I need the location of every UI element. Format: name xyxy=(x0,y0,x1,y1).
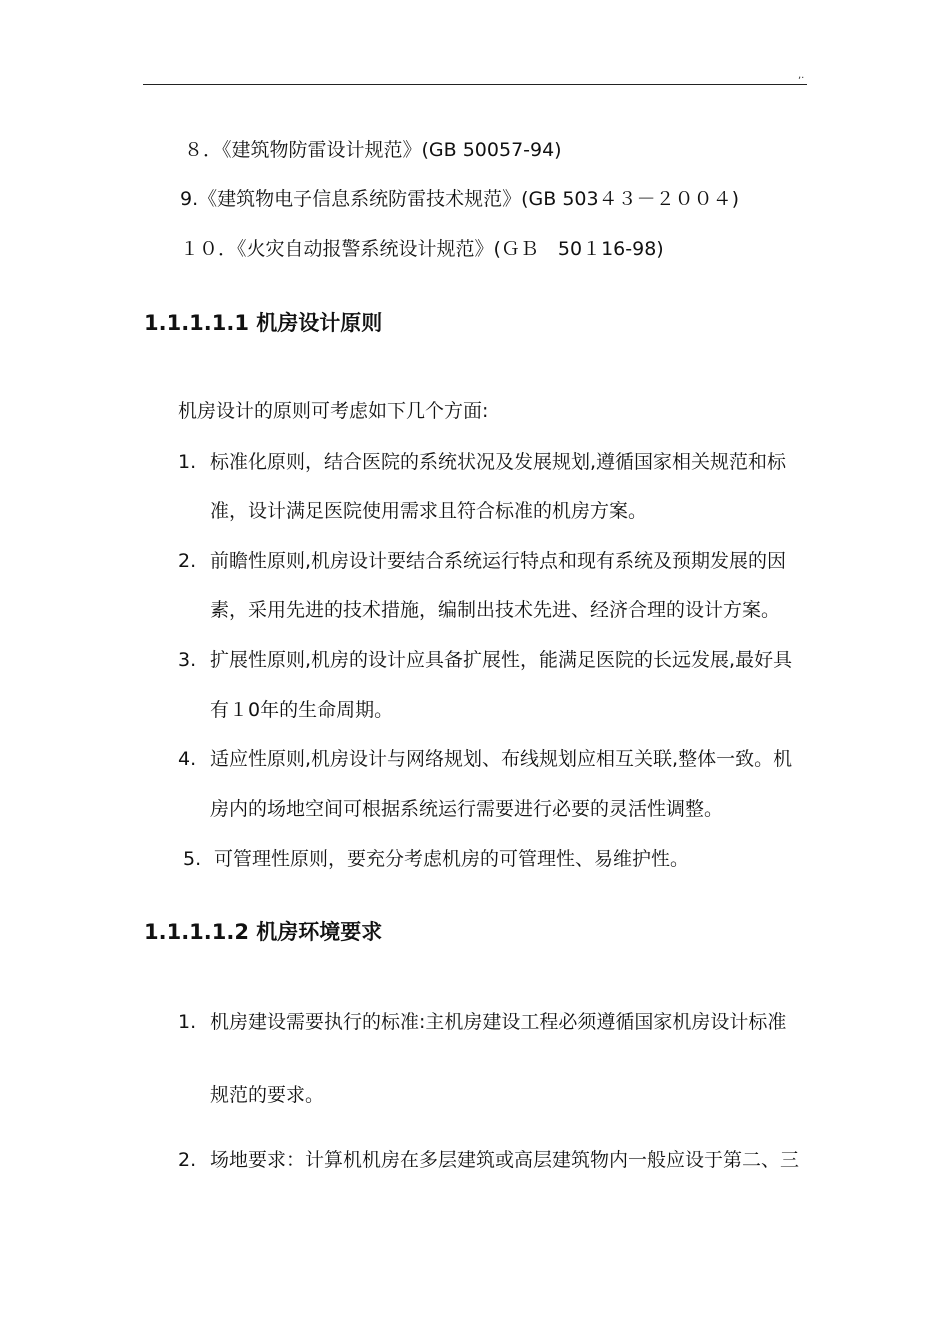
section-intro: 机房设计的原则可考虑如下几个方面: xyxy=(178,400,489,422)
list-item-text: 扩展性原则,机房的设计应具备扩展性，能满足医院的长远发展,最好具 xyxy=(210,649,793,671)
list-item-text: 机房建设需要执行的标准:主机房建设工程必须遵循国家机房设计标准 xyxy=(210,1011,787,1033)
list-item-text-continued: 有１0年的生命周期。 xyxy=(210,699,394,721)
section-heading-environment-requirements: 1.1.1.1.2 机房环境要求 xyxy=(144,920,383,944)
header-mark: ,. xyxy=(798,70,805,81)
list-item-text-continued: 素，采用先进的技术措施，编制出技术先进、经济合理的设计方案。 xyxy=(210,599,781,621)
reference-9: 9.《建筑物电子信息系统防雷技术规范》(GB 503４３－２００４) xyxy=(180,188,740,210)
section-heading-design-principles: 1.1.1.1.1 机房设计原则 xyxy=(144,311,383,335)
list-item-number: 2. xyxy=(178,1149,197,1171)
reference-8: ８．《建筑物防雷设计规范》(GB 50057-94) xyxy=(184,139,562,161)
list-item-number: 2. xyxy=(178,550,197,572)
list-item-text: 标准化原则，结合医院的系统状况及发展规划,遵循国家相关规范和标 xyxy=(210,451,787,473)
list-item-text: 场地要求：计算机机房在多层建筑或高层建筑物内一般应设于第二、三 xyxy=(210,1149,800,1171)
list-item-number: 1. xyxy=(178,451,197,473)
list-item-text-continued: 规范的要求。 xyxy=(210,1084,325,1106)
list-item-text: 前瞻性原则,机房设计要结合系统运行特点和现有系统及预期发展的因 xyxy=(210,550,787,572)
list-item-text: 可管理性原则，要充分考虑机房的可管理性、易维护性。 xyxy=(214,848,690,870)
list-item-number: 3. xyxy=(178,649,197,671)
list-item-text: 适应性原则,机房设计与网络规划、布线规划应相互关联,整体一致。机 xyxy=(210,748,793,770)
list-item-text-continued: 房内的场地空间可根据系统运行需要进行必要的灵活性调整。 xyxy=(210,798,724,820)
list-item-number: 5. xyxy=(183,848,202,870)
reference-10: １０．《火灾自动报警系统设计规范》(ＧＢ 50１16-98) xyxy=(180,238,664,260)
list-item-number: 4. xyxy=(178,748,197,770)
list-item-text-continued: 准，设计满足医院使用需求且符合标准的机房方案。 xyxy=(210,500,648,522)
list-item-number: 1. xyxy=(178,1011,197,1033)
header-rule xyxy=(143,84,807,85)
